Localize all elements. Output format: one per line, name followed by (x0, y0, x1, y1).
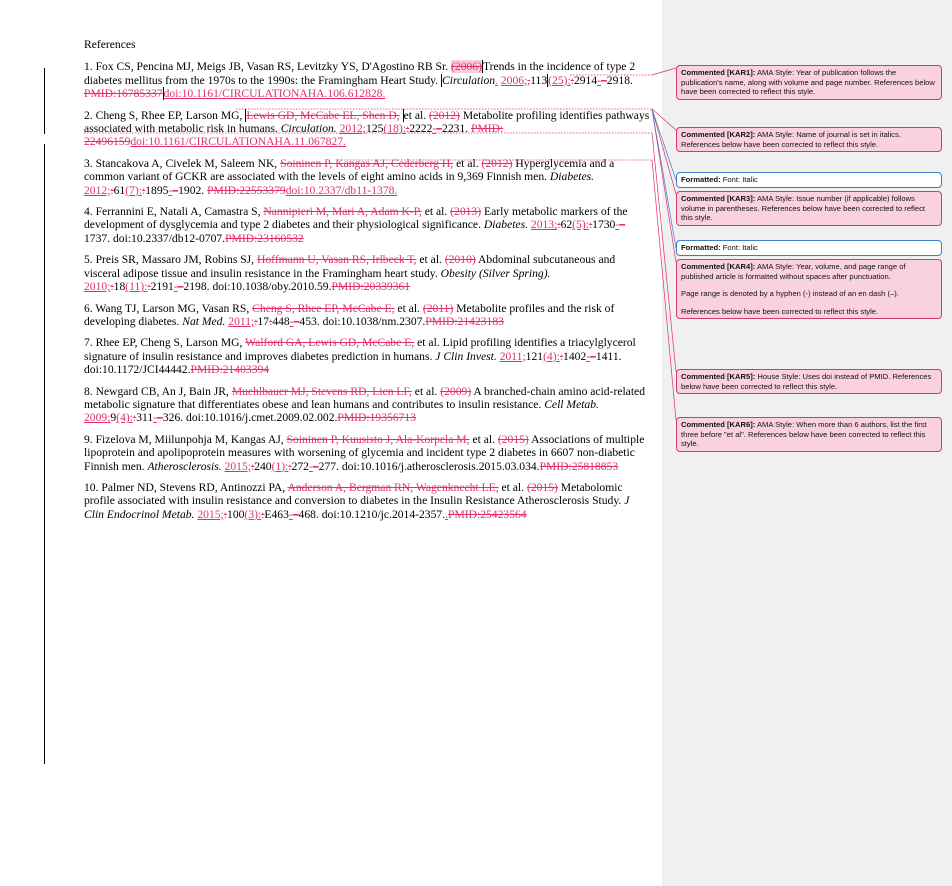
inserted-text: (4): (543, 349, 560, 363)
inserted-text: (5): (572, 218, 589, 232)
formatting-balloon[interactable] (676, 172, 942, 188)
comment-label: Commented [KAR5]: (681, 372, 756, 381)
deleted-text: PMID:21403394 (190, 363, 270, 377)
journal-name: Atherosclerosis. (147, 459, 222, 473)
references-heading: References (84, 38, 136, 51)
inserted-text: 2015; (224, 459, 251, 473)
inserted-text: 2010; (84, 280, 111, 294)
journal-name: Circulation (442, 73, 496, 87)
comment-label: Commented [KAR2]: (681, 130, 756, 139)
reference-item: 9. Fizelova M, Miilunpohja M, Kangas AJ, Soininen P, Kuusisto J, Ala-Korpela M, et al. (2015) Associations of multiple lipoprotein and apolipoprotein measures with worsening of glycemia and incident type 2 diabetes in 6607 non-diabetic Finnish men. Atherosclerosis. 2015;:240(1)::272-–277. doi:10.1016/j.atherosclerosis.2015.03.034.PMID:25818853 (84, 432, 645, 473)
deleted-text: Lewis GD, McCabe EL, Shen D, (246, 108, 400, 122)
comment-balloon[interactable] (676, 417, 942, 452)
comment-text: AMA Style: Year of publication follows the publication's name, along with volume and page number. References below have been corrected to reflect this style. (681, 68, 935, 97)
deleted-text: Cheng S, Rhee EP, McCabe E, (252, 301, 395, 315)
deleted-text: PMID:22553379 (207, 183, 286, 197)
comment-balloon[interactable] (676, 127, 942, 152)
inserted-text: doi:10.1161/CIRCULATIONAHA.11.067827. (130, 135, 346, 149)
journal-name: Circulation. (280, 122, 337, 136)
formatting-balloon[interactable] (676, 240, 942, 256)
deleted-text: Hoffmann U, Vasan RS, Irlbeck T, (257, 253, 417, 267)
reference-item: 7. Rhee EP, Cheng S, Larson MG, Walford GA, Lewis GD, McCabe E, et al. Lipid profiling identifies a triacylglycerol signature of insulin resistance and improves diabetes prediction in humans. J Clin Invest. 2011;121(4)::1402-–1411. doi:10.1172/JCI44442.PMID:21403394 (84, 336, 636, 377)
reference-item: 5. Preis SR, Massaro JM, Robins SJ, Hoffmann U, Vasan RS, Irlbeck T, et al. (2010) Abdominal subcutaneous and visceral adipose tissue and insulin resistance in the Framingham heart study. Obesity (Silver Spring). 2010;:18(11)::2191-–2198. doi:10.1038/oby.2010.59.PMID:20339361 (84, 253, 616, 294)
deleted-text: Walford GA, Lewis GD, McCabe E, (245, 336, 415, 350)
deleted-text: PMID:25423564 (448, 507, 527, 521)
journal-name: Nat Med. (182, 314, 226, 328)
reference-item: 6. Wang TJ, Larson MG, Vasan RS, Cheng S, Rhee EP, McCabe E, et al. (2011) Metabolite profiles and the risk of developing diabetes. Nat Med. 2011;:17:448-–453. doi:10.1038/nm.2307.PMID:21423183 (84, 301, 615, 328)
deleted-text: (2010) (444, 253, 476, 267)
deleted-text: (2013) (450, 205, 482, 219)
inserted-text: 2011; (228, 314, 255, 328)
comment-label: Commented [KAR4]: (681, 262, 756, 271)
reference-item: 4. Ferrannini E, Natali A, Camastra S, Nannipieri M, Mari A, Adam K-P, et al. (2013) Early metabolic markers of the development of dysglycemia and type 2 diabetes and their physiological significance. Diabetes. 2013;:62(5)::1730-–1737. doi:10.2337/db12-0707.PMID:23160532 (84, 205, 628, 245)
journal-name: J Clin Endocrinol Metab. (84, 494, 630, 521)
reference-item: 1. Fox CS, Pencina MJ, Meigs JB, Vasan RS, Levitzky YS, D'Agostino RB Sr. (2006)Trends in the incidence of type 2 diabetes mellitus from the 1970s to the 1990s: the Framingham Heart Study. Circulation. 2006;,113(25)::2914-–2918. PMID:16785337doi:10.1161/CIRCULATIONAHA.106.612828. (84, 60, 636, 101)
deleted-text: (2009) (440, 384, 472, 398)
deleted-text: PMID:19356713 (337, 411, 416, 425)
change-bar (44, 68, 45, 134)
journal-name: J Clin Invest. (435, 349, 497, 363)
deleted-text: (2015) (526, 480, 558, 494)
comment-label: Formatted: (681, 243, 721, 252)
deleted-text: PMID:21423183 (425, 314, 504, 328)
inserted-text: (11): (125, 280, 148, 294)
journal-name: Obesity (Silver Spring). (440, 266, 551, 280)
inserted-text: doi:10.1161/CIRCULATIONAHA.106.612828. (163, 87, 386, 101)
change-bar (44, 144, 45, 764)
deleted-text: Soininen P, Kuusisto J, Ala-Korpela M, (286, 432, 470, 446)
deleted-text: Anderson A, Bergman RN, Wagenknecht LE, (287, 480, 499, 494)
references-body (84, 38, 650, 529)
comment-balloon[interactable] (676, 369, 942, 394)
comment-label: Commented [KAR1]: (681, 68, 756, 77)
inserted-text: (18): (383, 122, 406, 136)
inserted-text: 2012; (84, 183, 111, 197)
deleted-text: PMID:23160532 (225, 231, 304, 245)
comment-text: References below have been corrected to reflect this style. (681, 306, 879, 316)
inserted-text: 2013; (530, 218, 558, 232)
inserted-text: 2009; (84, 411, 111, 425)
journal-name: Diabetes. (483, 218, 528, 232)
reference-item: 8. Newgard CB, An J, Bain JR, Muehlbauer MJ, Stevens RD, Lien LF, et al. (2009) A branched-chain amino acid-related metabolic signature that differentiates obese and lean humans and contributes to insulin resistance. Cell Metab. 2009;9(4)::311-–326. doi:10.1016/j.cmet.2009.02.002.PMID:19356713 (84, 384, 645, 425)
inserted-text: 2012; (339, 122, 367, 136)
comment-text: AMA Style: Year, volume, and page range of published article is formatted without spaces after punctuation. (681, 262, 906, 281)
comment-label: Commented [KAR6]: (681, 420, 756, 429)
inserted-text: doi:10.2337/db11-1378. (285, 183, 398, 197)
inserted-text: (25): (548, 73, 571, 87)
deleted-text: PMID:16785337 (84, 87, 163, 101)
comment-balloon[interactable] (676, 65, 942, 100)
inserted-text: (3): (244, 507, 262, 521)
comment-label: Formatted: (681, 175, 721, 184)
journal-name: Diabetes. (549, 170, 595, 184)
journal-name: Cell Metab. (544, 397, 599, 411)
inserted-text: (1): (271, 459, 289, 473)
inserted-text: 2011; (499, 349, 526, 363)
comment-balloon[interactable] (676, 259, 942, 319)
deleted-text: (2012) (481, 156, 513, 170)
deleted-text: Muehlbauer MJ, Stevens RD, Lien LF, (231, 384, 412, 398)
comment-label: Commented [KAR3]: (681, 194, 756, 203)
inserted-text: 2006; (500, 73, 528, 87)
comment-balloon[interactable] (676, 191, 942, 226)
reference-item: 2. Cheng S, Rhee EP, Larson MG, Lewis GD, McCabe EL, Shen D, et al. (2012) Metabolite profiling identifies pathways associated with metabolic risk in humans. Circulation. 2012;125(18)::2222-–2231. PMID: 22496159doi:10.1161/CIRCULATIONAHA.11.067827. (84, 108, 650, 149)
deleted-text: Soininen P, Kangas AJ, Cederberg H, (280, 156, 454, 170)
deleted-text: PMID: 22496159 (84, 122, 504, 149)
comment-text: Page range is denoted by a hyphen (-) instead of an en dash (–). (681, 289, 899, 299)
comment-text: Font: Italic (722, 175, 758, 184)
deleted-text: (2011) (422, 301, 454, 315)
comment-text: AMA Style: When more than 6 authors, list the first three before "et al". References below have been corrected to reflect this style. (681, 420, 927, 449)
deleted-text: PMID:25818853 (539, 459, 619, 473)
reference-item: 10. Palmer ND, Stevens RD, Antinozzi PA, Anderson A, Bergman RN, Wagenknecht LE, et al. (2015) Metabolomic profile associated with insulin resistance and conversion to diabetes in the Insulin Resistance Atherosclerosis Study. J Clin Endocrinol Metab. 2015;:100(3)::E463-–468. doi:10.1210/jc.2014-2357..PMID:25423564 (84, 480, 630, 521)
inserted-text: 2015; (197, 507, 224, 521)
inserted-text: . (495, 73, 498, 87)
comment-text: Font: Italic (722, 243, 758, 252)
comment-text: House Style: Uses doi instead of PMID. References below have been corrected to reflect this style. (681, 372, 932, 391)
inserted-text: (7): (125, 183, 142, 197)
inserted-text: (4): (116, 411, 133, 425)
comment-text: AMA Style: Name of journal is set in italics. References below have been corrected to reflect this style. (681, 130, 901, 149)
reference-item: 3. Stancakova A, Civelek M, Saleem NK, Soininen P, Kangas AJ, Cederberg H, et al. (2012) Hyperglycemia and a common variant of GCKR are associated with the levels of eight amino acids in 9,369 Finnish men. Diabetes. 2012;:61(7)::1895-–1902. PMID:22553379doi:10.2337/db11-1378. (84, 156, 615, 197)
deleted-text: (2006) (451, 60, 482, 74)
deleted-text: (2015) (497, 432, 529, 446)
deleted-text: Nannipieri M, Mari A, Adam K-P, (263, 205, 422, 219)
comment-text: AMA Style: Issue number (if applicable) follows volume in parentheses. References below have been corrected to reflect this style. (681, 194, 925, 223)
deleted-text: PMID:20339361 (331, 280, 411, 294)
deleted-text: (2012) (429, 108, 460, 122)
